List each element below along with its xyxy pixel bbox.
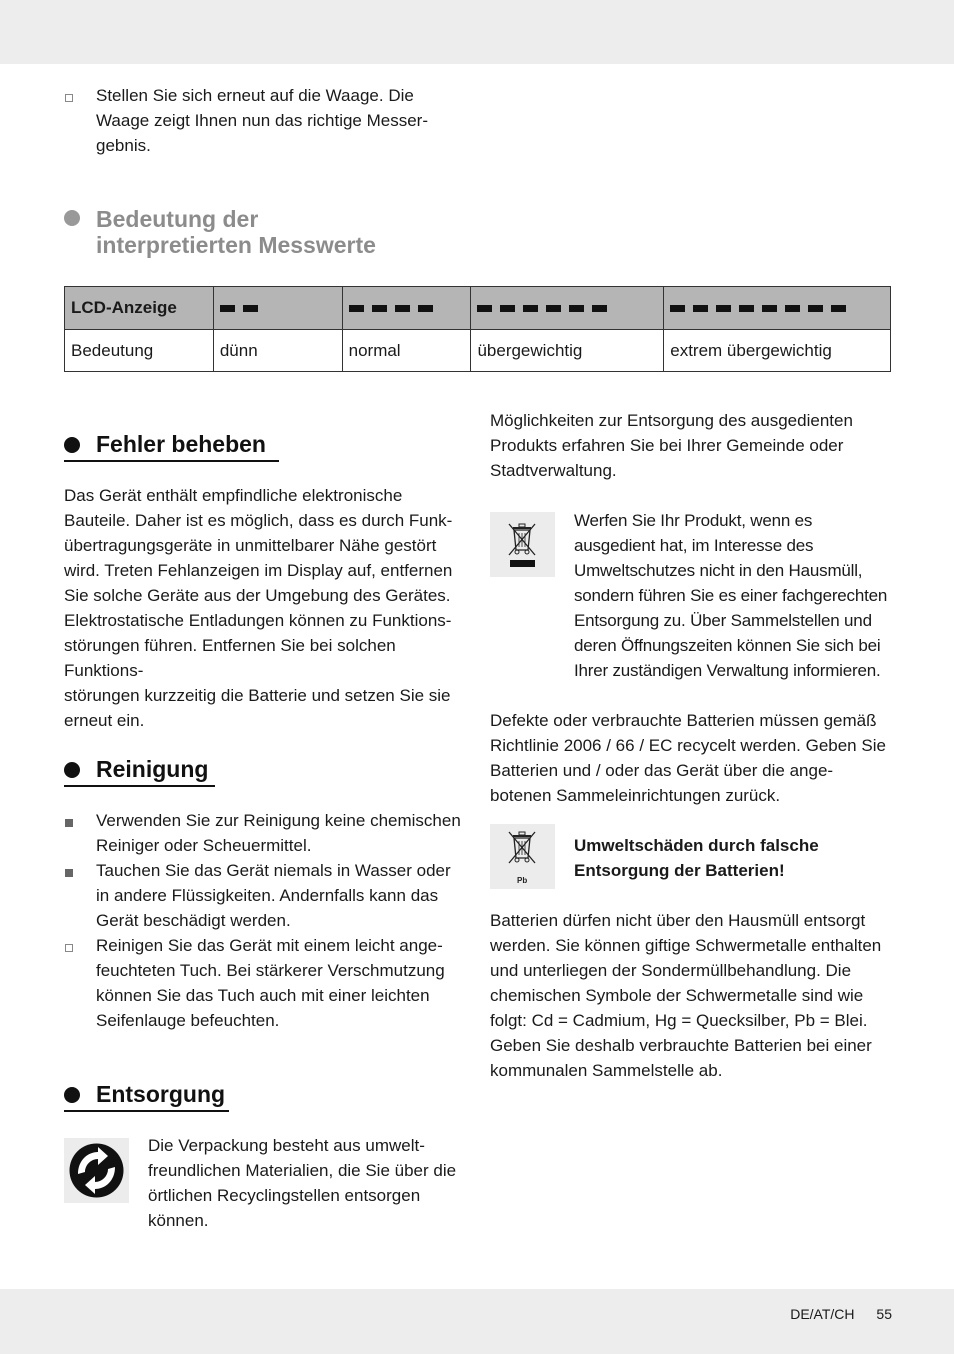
page-number: 55: [876, 1306, 892, 1322]
packaging-text: Die Verpackung besteht aus umwelt- freundlichen Materialien, die Sie über die örtlichen Recyclingstellen entsorgen können.: [148, 1136, 457, 1230]
pb-label: Pb: [517, 876, 528, 885]
title-underline: [64, 460, 279, 462]
lcd-segment: [418, 305, 433, 312]
warning-title: Umweltschäden durch falsche Entsorgung der Batterien!: [574, 836, 819, 880]
title-underline: [64, 785, 215, 787]
lcd-segment: [716, 305, 731, 312]
section-title-disposal: Entsorgung: [96, 1081, 226, 1107]
lcd-segment: [569, 305, 584, 312]
list-bullet: [65, 819, 73, 827]
weee-text: Werfen Sie Ihr Produkt, wenn es ausgedient hat, im Interesse des Umweltschutzes nicht in den Hausmüll, sondern führen Sie es einer fachgerechten Entsorgung zu. Über Sammelstellen und deren Öffnungszeiten können Sie sich bei Ihrer zuständigen Verwaltung informieren.: [574, 511, 888, 680]
page-footer: [790, 1306, 892, 1322]
lcd-segment: [477, 305, 492, 312]
errors-text: Das Gerät enthält empfindliche elektronische Bauteile. Daher ist es möglich, dass es durch Funk- übertragungsgeräte in unmittelbarer Nähe gestört wird. Treten Fehlanzeigen im Display auf, entfernen Sie solche Geräte aus der Umgebung des Gerätes. Elektrostatische Entladungen können zu Funktions- störungen führen. Entfernen Sie bei solchen Funktions- störungen kurzzeitig die Batterie und setzen Sie sie erneut ein.: [64, 486, 453, 730]
lcd-segments: [342, 287, 471, 330]
header-band: [0, 0, 954, 64]
lcd-segment: [546, 305, 561, 312]
table-cell: normal: [342, 330, 471, 372]
footer-language: DE/AT/CH: [790, 1306, 855, 1322]
lcd-segment: [670, 305, 685, 312]
battery-text: Defekte oder verbrauchte Batterien müssen gemäß Richtlinie 2006 / 66 / EC recycelt werden. Geben Sie Batterien und / oder das Gerät über die ange- botenen Sammeleinrichtungen zurück.: [490, 711, 886, 805]
lcd-segments: [213, 287, 342, 330]
checkbox-bullet: [65, 944, 73, 952]
lcd-segment: [523, 305, 538, 312]
warning-text: Batterien dürfen nicht über den Hausmüll entsorgt werden. Sie können giftige Schwermetalle enthalten und unterliegen der Sondermüllbehandlung. Die chemischen Symbole der Schwermetalle sind wie folgt: Cd = Cadmium, Hg = Quecksilber, Pb = Blei. Geben Sie deshalb verbrauchte Batterien bei einer kommunalen Sammelstelle ab.: [490, 911, 882, 1080]
title-line-1: Bedeutung der: [96, 206, 259, 232]
lcd-segment: [372, 305, 387, 312]
lcd-segment: [831, 305, 846, 312]
list-bullet: [65, 869, 73, 877]
list-item: Tauchen Sie das Gerät niemals in Wasser oder in andere Flüssigkeiten. Andernfalls kann das Gerät beschädigt werden.: [96, 861, 451, 930]
list-item: Reinigen Sie das Gerät mit einem leicht ange- feuchteten Tuch. Bei stärkerer Verschmutzung können Sie das Tuch auch mit einer leichten Seifenlauge befeuchten.: [96, 936, 445, 1030]
row-label-cell: Bedeutung: [65, 330, 214, 372]
section-bullet-dot: [64, 437, 80, 453]
green-dot-recycling-icon: [64, 1138, 129, 1203]
checkbox-bullet: [65, 94, 73, 102]
section-bullet-dot: [64, 1087, 80, 1103]
section-bullet-dot: [64, 762, 80, 778]
lcd-segment: [808, 305, 823, 312]
list-item: Verwenden Sie zur Reinigung keine chemischen Reiniger oder Scheuermittel.: [96, 811, 461, 855]
lcd-label-cell: LCD-Anzeige: [65, 287, 214, 330]
lcd-segment: [785, 305, 800, 312]
lcd-meaning-table: [64, 286, 891, 372]
table-cell: extrem übergewichtig: [664, 330, 891, 372]
lcd-segment: [693, 305, 708, 312]
lcd-segment: [739, 305, 754, 312]
section-title-cleaning: Reinigung: [96, 756, 209, 782]
title-underline: [64, 1110, 229, 1112]
intro-bullet-text: Stellen Sie sich erneut auf die Waage. Die Waage zeigt Ihnen nun das richtige Messer- gebnis.: [96, 86, 428, 155]
section-title-meaning: [96, 206, 376, 258]
lcd-segments: [664, 287, 891, 330]
title-line-2: interpretierten Messwerte: [96, 232, 376, 258]
lcd-segment: [500, 305, 515, 312]
lcd-segment: [220, 305, 235, 312]
lcd-segment: [762, 305, 777, 312]
battery-bin-pb-icon: [490, 824, 555, 889]
crossed-bin-icon: [490, 512, 555, 577]
table-cell: übergewichtig: [471, 330, 664, 372]
section-title-errors: Fehler beheben: [96, 431, 266, 457]
lcd-segment: [243, 305, 258, 312]
lcd-segments: [471, 287, 664, 330]
section-bullet-dot: [64, 210, 80, 226]
lcd-segment: [349, 305, 364, 312]
lcd-segment: [592, 305, 607, 312]
lcd-segment: [395, 305, 410, 312]
disposal-options-text: Möglichkeiten zur Entsorgung des ausgedienten Produkts erfahren Sie bei Ihrer Gemeinde oder Stadtverwaltung.: [490, 411, 853, 480]
table-cell: dünn: [213, 330, 342, 372]
table-row: [65, 330, 891, 372]
table-header-row: [65, 287, 891, 330]
